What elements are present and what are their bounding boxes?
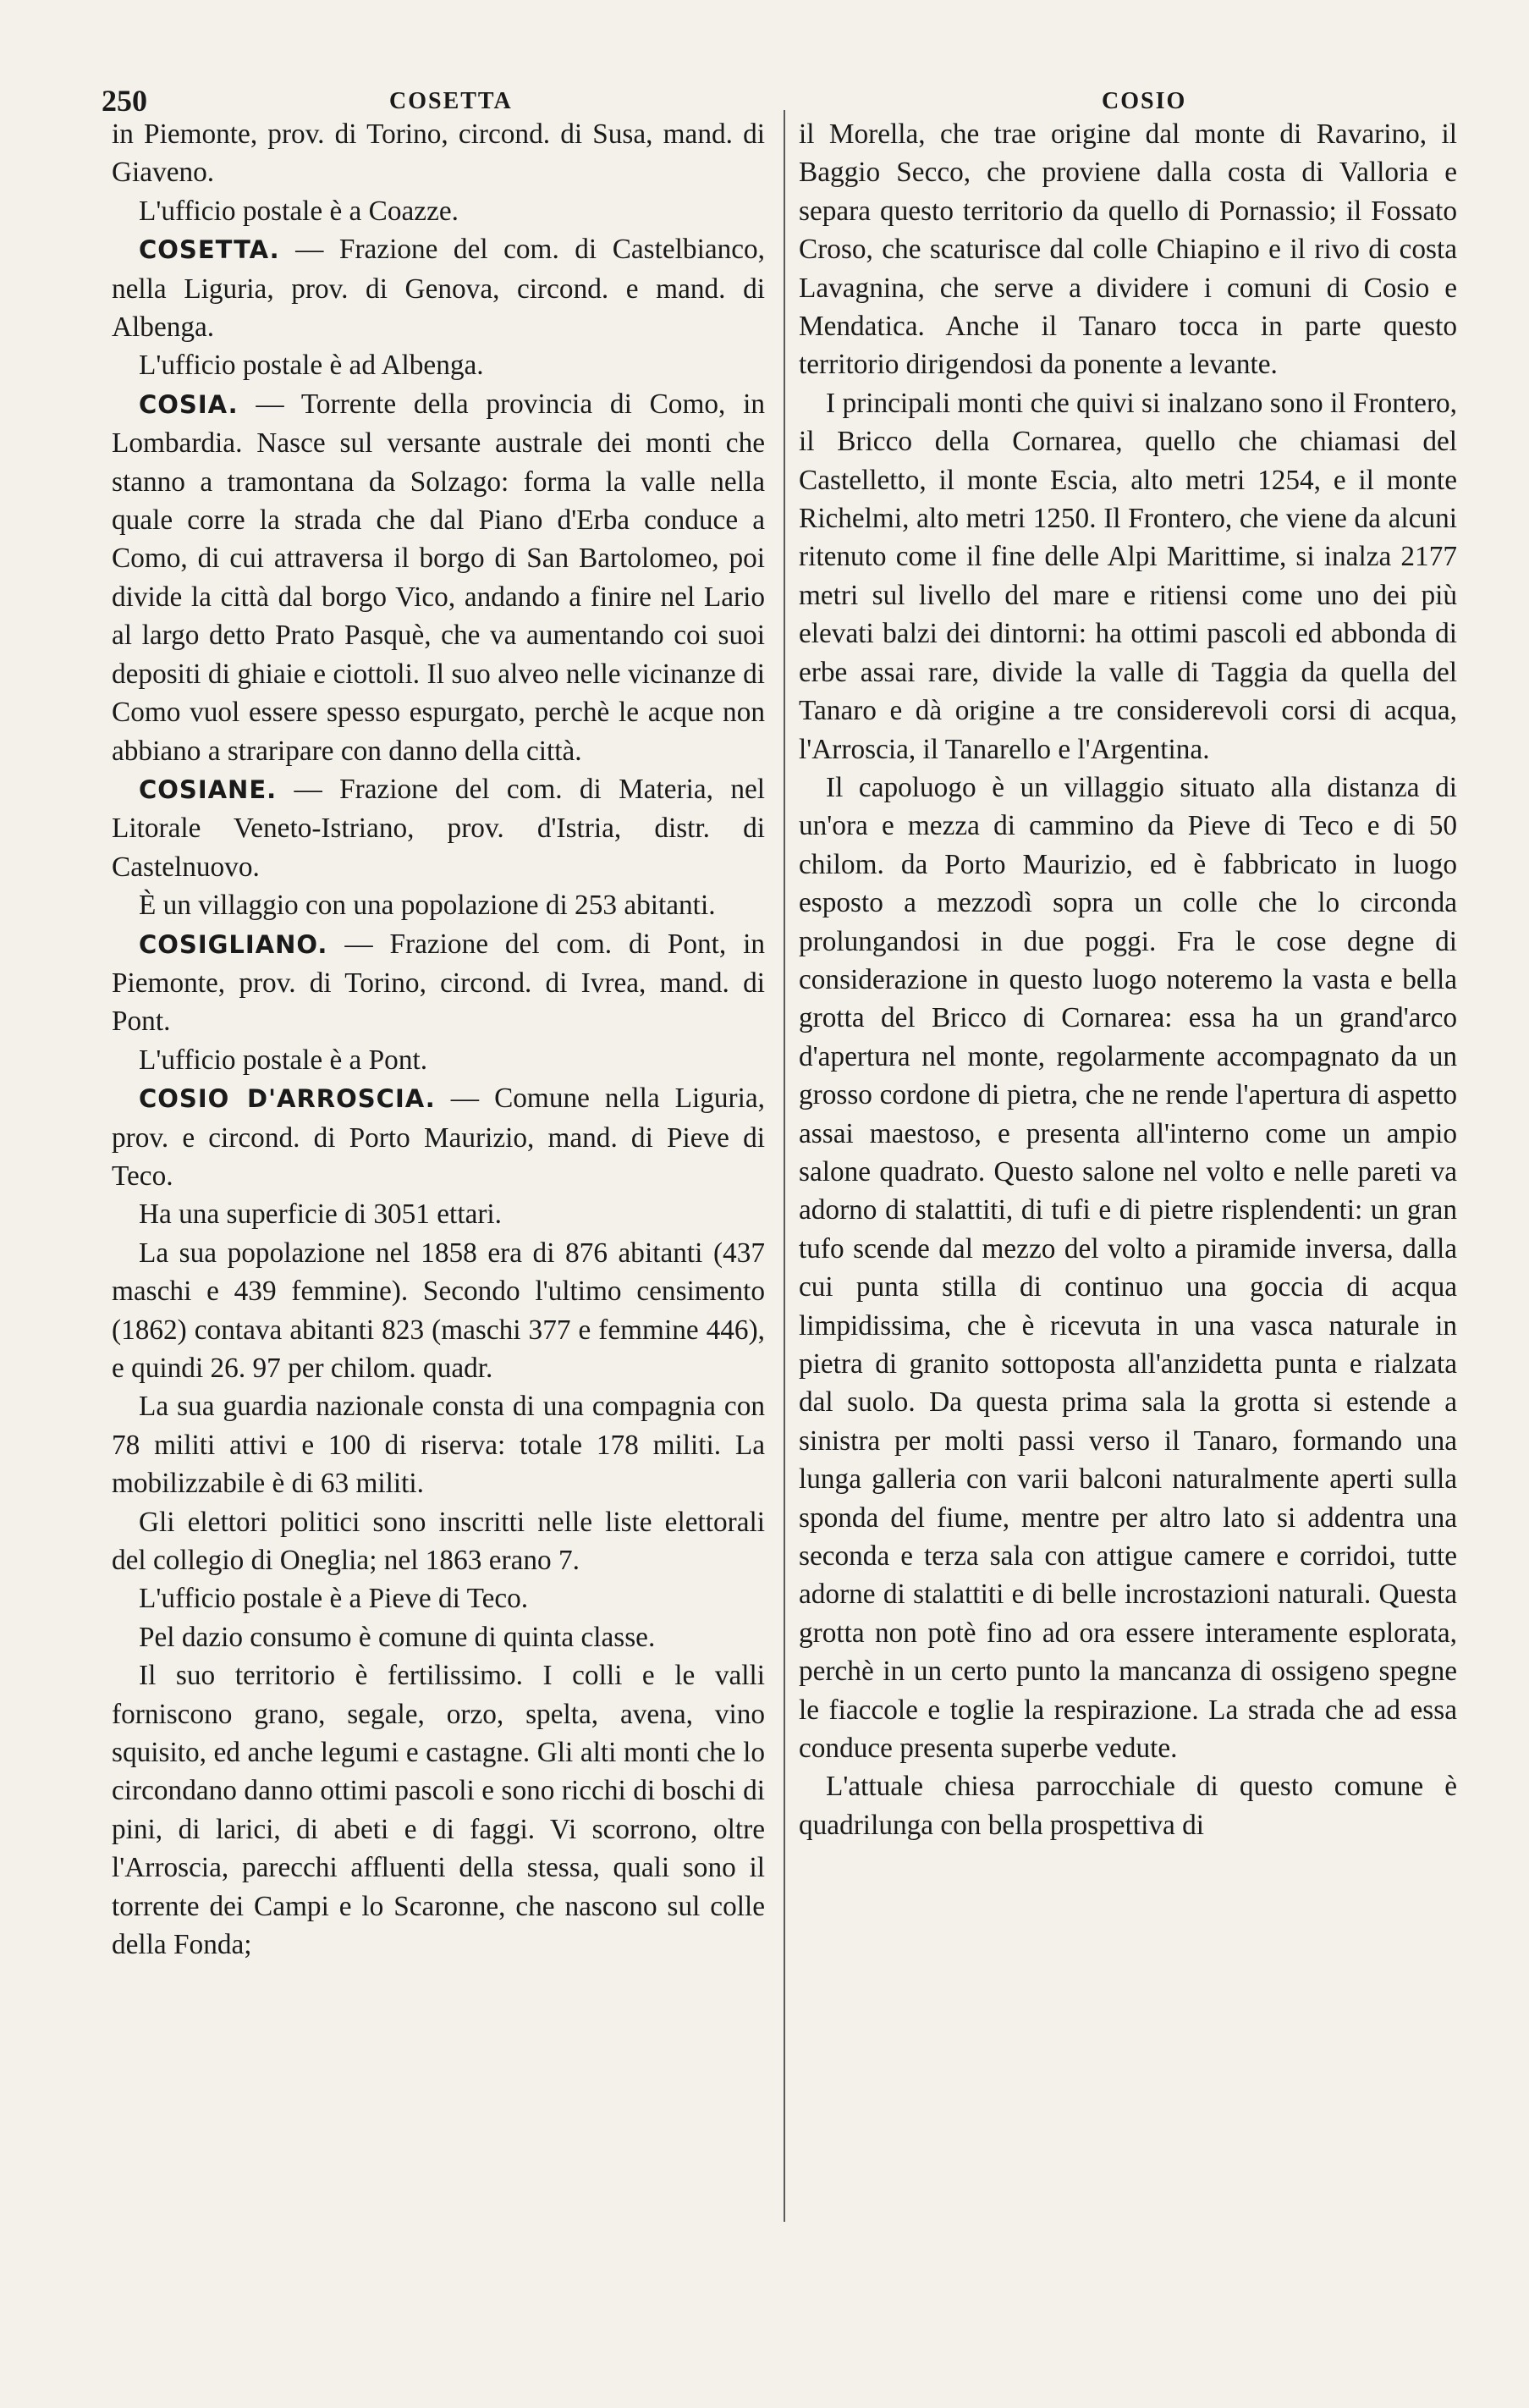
entry-cosetta [112,230,765,346]
paragraph: La sua guardia nazionale consta di una compagnia con 78 militi attivi e 100 di riserva: totale 178 militi. La mobilizzabile è di 63 militi. [112,1391,765,1500]
paragraph: in Piemonte, prov. di Torino, circond. di Susa, mand. di Giaveno. [112,118,765,189]
paragraph: Il suo territorio è fertilissimo. I colli e le valli forniscono grano, segale, orzo, spelta, avena, vino squisito, ed anche legumi e castagne. Gli alti monti che lo circondano danno ottimi pascoli e sono ricchi di boschi di pini, di larici, di abeti e di faggi. Vi scorrono, oltre l'Arroscia, parecchi affluenti della stessa, quali sono il torrente dei Campi e lo Scaronne, che nascono sul colle della Fonda; [112,1660,765,1961]
paragraph: il Morella, che trae origine dal monte di Ravarino, il Baggio Secco, che proviene dalla costa di Valloria e separa questo territorio da quello di Pornassio; il Fossato Croso, che scaturisce dal colle Chiapino e il rivo di costa Lavagnina, che serve a dividere i comuni di Cosio e Mendatica. Anche il Tanaro tocca in parte questo territorio dirigendosi da ponente a levante. [799,118,1457,381]
right-column [799,115,1457,1844]
entry-headword: COSIGLIANO. [139,929,328,959]
entry-text: — Frazione del com. di Pont, in Piemonte, prov. di Torino, circond. di Ivrea, mand. di Pont. [112,928,765,1038]
paragraph: L'ufficio postale è ad Albenga. [139,350,484,382]
entry-text: — Frazione del com. di Castelbianco, nella Liguria, prov. di Genova, circond. e mand. di Albenga. [112,234,765,344]
entry-headword: COSIO D'ARROSCIA. [139,1084,436,1114]
left-column [112,115,765,1964]
paragraph: Ha una superficie di 3051 ettari. [139,1198,503,1231]
paragraph: L'attuale chiesa parrocchiale di questo comune è quadrilunga con bella prospettiva di [799,1771,1457,1841]
entry-text: — Frazione del com. di Materia, nel Litorale Veneto-Istriano, prov. d'Istria, distr. di Castelnuovo. [112,773,765,883]
paragraph: La sua popolazione nel 1858 era di 876 abitanti (437 maschi e 439 femmine). Secondo l'ultimo censimento (1862) contava abitanti 823 (maschi 377 e femmine 446), e quindi 26. 97 per chilom. quadr. [112,1237,765,1384]
paragraph: Gli elettori politici sono inscritti nelle liste elettorali del collegio di Oneglia; nel 1863 erano 7. [112,1506,765,1577]
column-divider [784,110,785,2222]
paragraph: L'ufficio postale è a Pieve di Teco. [139,1583,529,1615]
entry-text: — Torrente della provincia di Como, in Lombardia. Nasce sul versante australe dei monti che stanno a tramontana da Solzago: forma la valle nella quale corre la strada che dal Piano d'Erba conduce a Como, di cui attraversa il borgo di San Bartolomeo, poi divide la città dal borgo Vico, andando a finire nel Lario al largo detto Prato Pasquè, che va aumentando coi suoi depositi di ghiaie e ciottoli. Il suo alveo nelle vicinanze di Como vuol essere spesso espurgato, perchè le acque non abbiano a straripare con danno della città. [112,388,765,767]
paragraph: L'ufficio postale è a Coazze. [139,195,459,227]
entry-cosio-d-arroscia [112,1079,765,1195]
paragraph: È un villaggio con una popolazione di 253 abitanti. [139,890,716,922]
paragraph: L'ufficio postale è a Pont. [139,1044,428,1076]
entry-cosigliano [112,925,765,1041]
entry-headword: COSIA. [139,389,239,419]
entry-headword: COSETTA. [139,235,280,265]
page-number: 250 [102,84,147,118]
entry-text: — Comune nella Liguria, prov. e circond. di Porto Maurizio, mand. di Pieve di Teco. [112,1083,765,1192]
running-head-left: COSETTA [389,88,513,114]
running-head-right: COSIO [1102,88,1187,114]
paragraph: Il capoluogo è un villaggio situato alla distanza di un'ora e mezza di cammino da Pieve di Teco e di 50 chilom. da Porto Maurizio, ed è fabbricato in luogo esposto a mezzodì sopra un colle che lo circonda prolungandosi in due poggi. Fra le cose degne di considerazione in questo luogo noteremo la vasta e bella grotta del Bricco di Cornarea: essa ha un grand'arco d'apertura nel monte, regolarmente accompagnato da un grosso cordone di pietra, che ne rende l'apertura di aspetto assai maestoso, e presenta all'interno come un ampio salone quadrato. Questo salone nel volto e nelle pareti va adorno di stalattiti, di tufi e di pietre risplendenti: un gran tufo scende dal mezzo del volto a piramide inversa, dalla cui punta stilla di continuo una goccia di acqua limpidissima, che è ricevuta in una vasca naturale in pietra di granito sottoposta all'anzidetta punta e rialzata dal suolo. Da questa prima sala la grotta si estende a sinistra per molti passi verso il Tanaro, formando una lunga galleria con varii balconi naturalmente aperti sulla sponda del fiume, mentre per altro lato si addentra una seconda e terza sala con attigue camere e corridoi, tutte adorne di stalattiti e di belle incrostazioni naturali. Questa grotta non potè fino ad ora essere interamente esplorata, perchè in un certo punto la mancanza di ossigeno spegne le fiaccole e toglie la respirazione. La strada che ad essa conduce presenta superbe vedute. [799,771,1457,1765]
paragraph: Pel dazio consumo è comune di quinta classe. [139,1621,656,1653]
paragraph: I principali monti che quivi si inalzano sono il Frontero, il Bricco della Cornarea, quello che chiamasi del Castelletto, il monte Escia, alto metri 1254, e il monte Richelmi, alto metri 1250. Il Frontero, che viene da alcuni ritenuto come il fine delle Alpi Marittime, si inalza 2177 metri sul livello del mare e ritiensi come uno dei più elevati balzi dei dintorni: ha ottimi pascoli ed abbonda di erbe assai rare, divide la valle di Taggia da quella del Tanaro e dà origine a tre considerevoli corsi di acqua, l'Arroscia, il Tanarello e l'Argentina. [799,387,1457,765]
entry-headword: COSIANE. [139,774,278,804]
entry-cosia [112,385,765,770]
entry-cosiane [112,770,765,886]
